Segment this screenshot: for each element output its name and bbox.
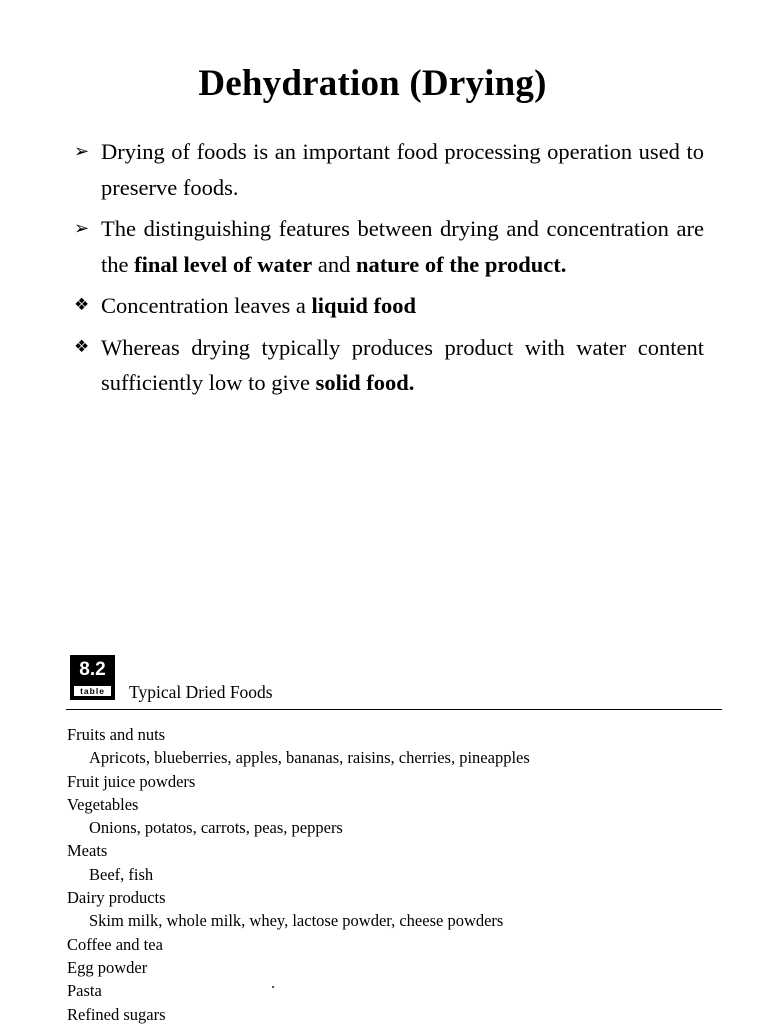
bullet-list <box>74 134 704 407</box>
bullet-bold-text: solid food. <box>315 370 415 395</box>
bullet-text <box>101 134 704 205</box>
list-item: Dairy products <box>67 888 166 908</box>
list-item: Fruits and nuts <box>67 725 166 744</box>
bullet-item <box>74 134 704 205</box>
dried-foods-list <box>67 723 727 1026</box>
list-item: Egg powder <box>67 957 148 977</box>
table-badge <box>70 655 115 700</box>
bullet-text <box>101 288 704 324</box>
list-subitem: Beef, fish <box>89 864 154 884</box>
bullet-item <box>74 288 704 324</box>
table-title: Typical Dried Foods <box>129 682 273 702</box>
page-title: Dehydration (Drying) <box>198 63 547 104</box>
list-item: Coffee and tea <box>67 934 163 954</box>
table-badge-word: table <box>74 686 111 696</box>
list-subitem: Skim milk, whole milk, whey, lactose powder, cheese powders <box>89 911 504 931</box>
diamond-bullet-icon: ❖ <box>74 295 90 315</box>
scan-speck <box>272 986 274 988</box>
bullet-text <box>101 211 704 282</box>
list-item: Vegetables <box>67 794 139 814</box>
arrow-bullet-icon: ➢ <box>74 141 90 162</box>
table-header <box>70 655 722 701</box>
bullet-item <box>74 330 704 401</box>
bullet-text-segment: Concentration leaves a <box>101 293 312 318</box>
list-subitem: Apricots, blueberries, apples, bananas, raisins, cherries, pineapples <box>89 748 530 768</box>
list-item: Pasta <box>67 981 102 1001</box>
bullet-text-segment: Whereas drying typically produces product with water content sufficiently low to give <box>101 334 704 395</box>
list-subitem: Onions, potatos, carrots, peas, peppers <box>89 818 343 838</box>
table-number: 8.2 <box>79 659 106 680</box>
diamond-bullet-icon: ❖ <box>74 336 90 357</box>
bullet-bold-text: liquid food <box>311 293 416 318</box>
bullet-item <box>74 211 704 282</box>
table-rule <box>66 709 722 710</box>
list-item: Fruit juice powders <box>67 771 196 791</box>
bullet-text-segment: Drying of foods is an important food processing operation used to preserve foods. <box>101 139 704 200</box>
list-item: Refined sugars <box>67 1004 166 1024</box>
bullet-bold-text: final level of water <box>134 251 313 277</box>
bullet-text <box>101 330 704 401</box>
bullet-text-segment: The distinguishing features between drying and concentration are the <box>101 216 704 277</box>
list-item: Meats <box>67 841 108 861</box>
bullet-text-segment: and <box>312 251 356 277</box>
bullet-bold-text: nature of the product. <box>355 251 567 277</box>
arrow-bullet-icon: ➢ <box>74 218 90 239</box>
